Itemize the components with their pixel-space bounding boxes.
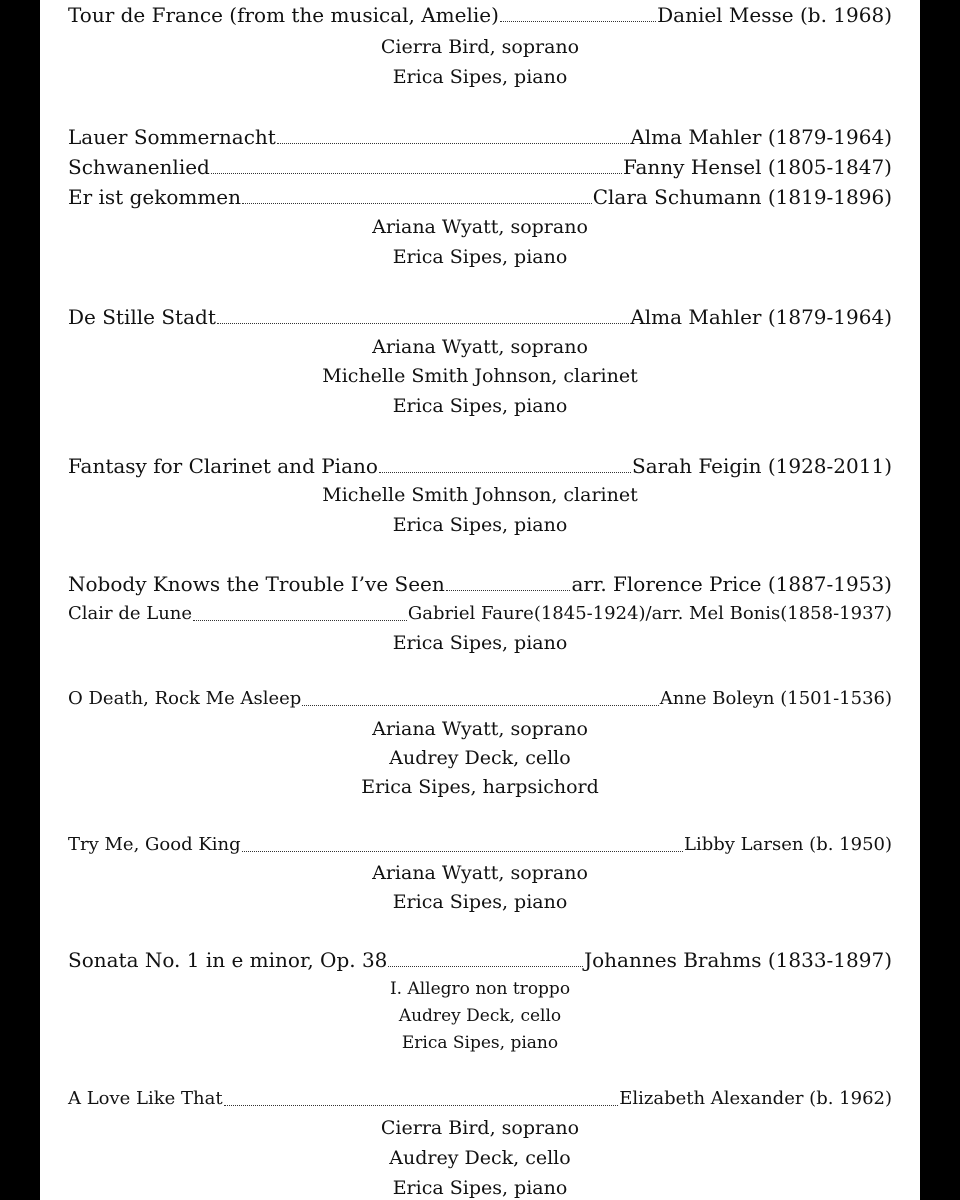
piece-title: Sonata No. 1 in e minor, Op. 38 <box>68 948 388 972</box>
performer-line: Erica Sipes, piano <box>401 1033 559 1053</box>
dot-leader <box>388 965 583 967</box>
performer-line: Ariana Wyatt, soprano <box>372 718 588 740</box>
dot-leader <box>224 1104 619 1106</box>
piece-title: Try Me, Good King <box>68 834 241 855</box>
program-piece <box>68 686 892 712</box>
dot-leader <box>379 471 631 473</box>
program-piece <box>68 124 892 150</box>
performer-line: Ariana Wyatt, soprano <box>372 216 588 238</box>
piece-title: Clair de Lune <box>68 603 193 624</box>
performer-line: Erica Sipes, piano <box>392 66 568 88</box>
piece-title: Nobody Knows the Trouble I’ve Seen <box>68 572 445 596</box>
performer-line: Michelle Smith Johnson, clarinet <box>322 484 638 506</box>
performer-line: Ariana Wyatt, soprano <box>372 862 588 884</box>
piece-composer: Alma Mahler (1879-1964) <box>630 305 892 329</box>
piece-composer: Gabriel Faure(1845-1924)/arr. Mel Bonis(1858-1937) <box>407 603 892 624</box>
program-piece <box>68 947 892 973</box>
dot-leader <box>193 619 407 621</box>
performer-line: Audrey Deck, cello <box>389 747 571 769</box>
piece-title: De Stille Stadt <box>68 305 216 329</box>
program-piece <box>68 2 892 28</box>
piece-composer: Clara Schumann (1819-1896) <box>592 185 892 209</box>
dot-leader <box>302 704 658 706</box>
program-piece <box>68 184 892 210</box>
performer-line: Erica Sipes, piano <box>392 514 568 536</box>
dot-leader <box>446 589 571 591</box>
performer-line: Erica Sipes, piano <box>392 1177 568 1199</box>
program-piece <box>68 832 892 858</box>
performer-line: Erica Sipes, harpsichord <box>361 776 599 798</box>
performer-line: Cierra Bird, soprano <box>380 1117 580 1139</box>
piece-composer: Alma Mahler (1879-1964) <box>630 125 892 149</box>
dot-leader <box>217 322 629 324</box>
dot-leader <box>242 202 592 204</box>
dot-leader <box>277 142 629 144</box>
piece-title: O Death, Rock Me Asleep <box>68 688 302 709</box>
performer-line: Erica Sipes, piano <box>392 891 568 913</box>
program-piece <box>68 453 892 479</box>
piece-composer: Daniel Messe (b. 1968) <box>657 3 892 27</box>
piece-composer: Libby Larsen (b. 1950) <box>684 834 892 855</box>
piece-title: Tour de France (from the musical, Amelie) <box>68 3 499 27</box>
piece-title: A Love Like That <box>68 1088 223 1109</box>
piece-composer: Elizabeth Alexander (b. 1962) <box>619 1088 892 1109</box>
performer-line: Ariana Wyatt, soprano <box>372 336 588 358</box>
piece-composer: arr. Florence Price (1887-1953) <box>571 572 892 596</box>
piece-composer: Johannes Brahms (1833-1897) <box>584 948 892 972</box>
performer-line: Audrey Deck, cello <box>389 1147 571 1169</box>
performer-line: Erica Sipes, piano <box>392 395 568 417</box>
dot-leader <box>211 172 622 174</box>
piece-title: Lauer Sommernacht <box>68 125 276 149</box>
performer-line: Erica Sipes, piano <box>392 246 568 268</box>
piece-title: Schwanenlied <box>68 155 210 179</box>
dot-leader <box>500 20 656 22</box>
program-piece <box>68 154 892 180</box>
performer-line: Cierra Bird, soprano <box>380 36 580 58</box>
performer-line: Audrey Deck, cello <box>398 1006 562 1026</box>
dot-leader <box>242 850 683 852</box>
performer-line: Michelle Smith Johnson, clarinet <box>322 365 638 387</box>
performer-line: Erica Sipes, piano <box>392 632 568 654</box>
movement-line: I. Allegro non troppo <box>389 979 571 999</box>
piece-title: Fantasy for Clarinet and Piano <box>68 454 378 478</box>
program-piece <box>68 571 892 597</box>
program-piece <box>68 1086 892 1112</box>
piece-composer: Fanny Hensel (1805-1847) <box>622 155 892 179</box>
program-piece <box>68 304 892 330</box>
program-piece <box>68 601 892 627</box>
piece-title: Er ist gekommen <box>68 185 242 209</box>
piece-composer: Anne Boleyn (1501-1536) <box>659 688 892 709</box>
piece-composer: Sarah Feigin (1928-2011) <box>632 454 892 478</box>
program-page <box>40 0 920 1200</box>
